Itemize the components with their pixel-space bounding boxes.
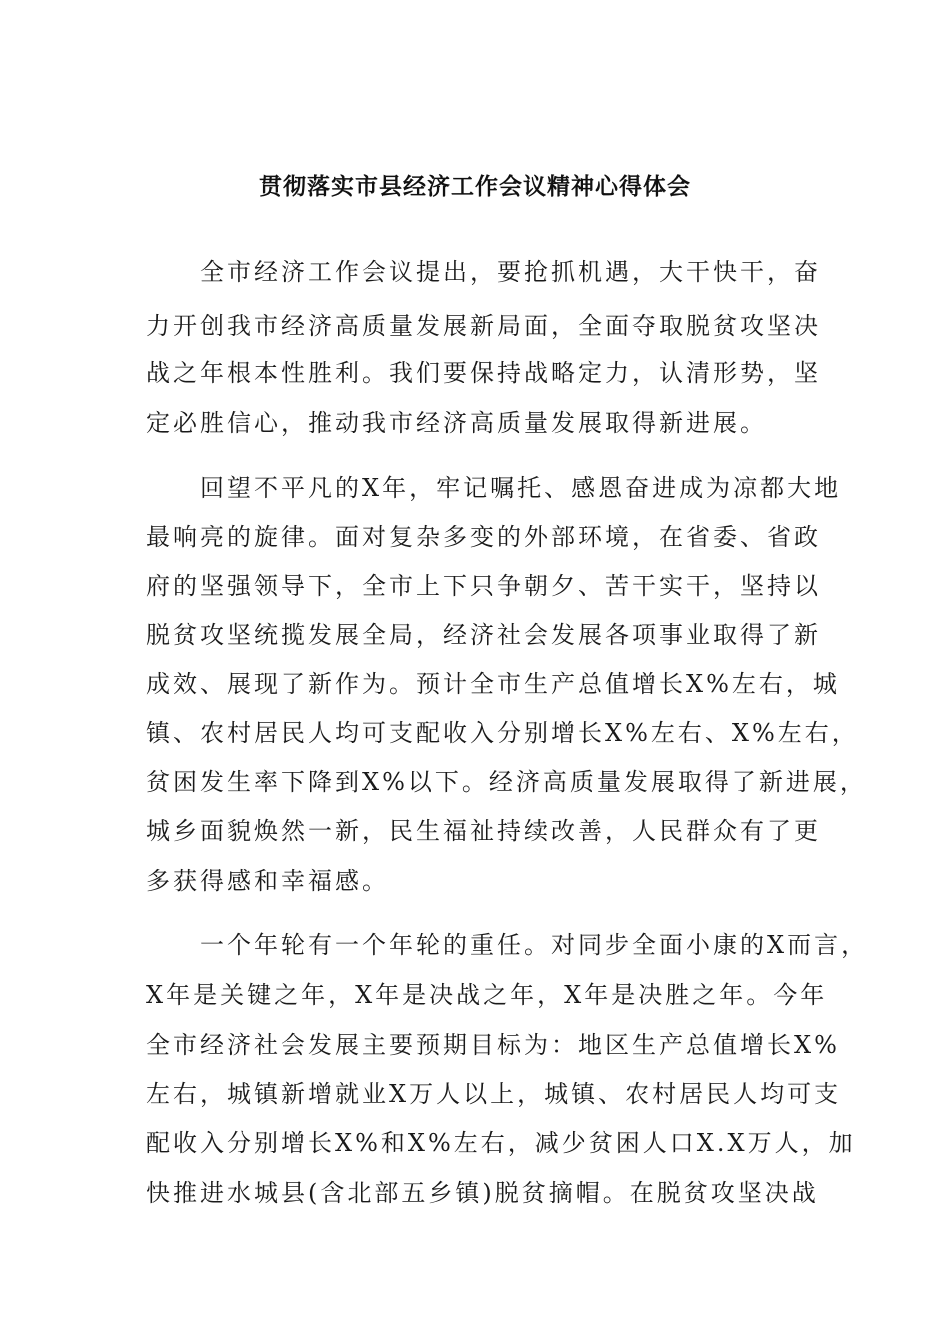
paragraph-3-line-5: 配收入分别增长X%和X%左右，减少贫困人口X.X万人，加 bbox=[146, 1129, 856, 1157]
paragraph-3-line-1: 一个年轮有一个年轮的重任。对同步全面小康的X而言， bbox=[200, 931, 869, 959]
paragraph-1-line-4: 定必胜信心，推动我市经济高质量发展取得新进展。 bbox=[146, 409, 767, 437]
paragraph-2-line-2: 最响亮的旋律。面对复杂多变的外部环境，在省委、省政 bbox=[146, 523, 821, 551]
paragraph-2-line-8: 城乡面貌焕然一新，民生福祉持续改善，人民群众有了更 bbox=[146, 817, 821, 845]
paragraph-1-line-3: 战之年根本性胜利。我们要保持战略定力，认清形势，坚 bbox=[146, 359, 821, 387]
paragraph-3-line-3: 全市经济社会发展主要预期目标为：地区生产总值增长X% bbox=[146, 1031, 840, 1059]
paragraph-1-line-1: 全市经济工作会议提出，要抢抓机遇，大干快干，奋 bbox=[200, 258, 821, 286]
paragraph-2-line-5: 成效、展现了新作为。预计全市生产总值增长X%左右，城 bbox=[146, 670, 840, 698]
paragraph-2-line-7: 贫困发生率下降到X%以下。经济高质量发展取得了新进展， bbox=[146, 768, 867, 796]
paragraph-2-line-3: 府的坚强领导下，全市上下只争朝夕、苦干实干，坚持以 bbox=[146, 572, 821, 600]
paragraph-2-line-4: 脱贫攻坚统揽发展全局，经济社会发展各项事业取得了新 bbox=[146, 621, 821, 649]
paragraph-3-line-2: X年是关键之年，X年是决战之年，X年是决胜之年。今年 bbox=[146, 981, 828, 1009]
paragraph-1-line-2: 力开创我市经济高质量发展新局面，全面夺取脱贫攻坚决 bbox=[146, 312, 821, 340]
paragraph-2-line-6: 镇、农村居民人均可支配收入分别增长X%左右、X%左右， bbox=[146, 719, 859, 747]
paragraph-3-line-6: 快推进水城县(含北部五乡镇)脱贫摘帽。在脱贫攻坚决战 bbox=[146, 1179, 819, 1207]
paragraph-2-line-9: 多获得感和幸福感。 bbox=[146, 867, 389, 895]
paragraph-2-line-1: 回望不平凡的X年，牢记嘱托、感恩奋进成为凉都大地 bbox=[200, 474, 842, 502]
document-title: 贯彻落实市县经济工作会议精神心得体会 bbox=[259, 174, 691, 200]
paragraph-3-line-4: 左右，城镇新增就业X万人以上，城镇、农村居民人均可支 bbox=[146, 1080, 842, 1108]
